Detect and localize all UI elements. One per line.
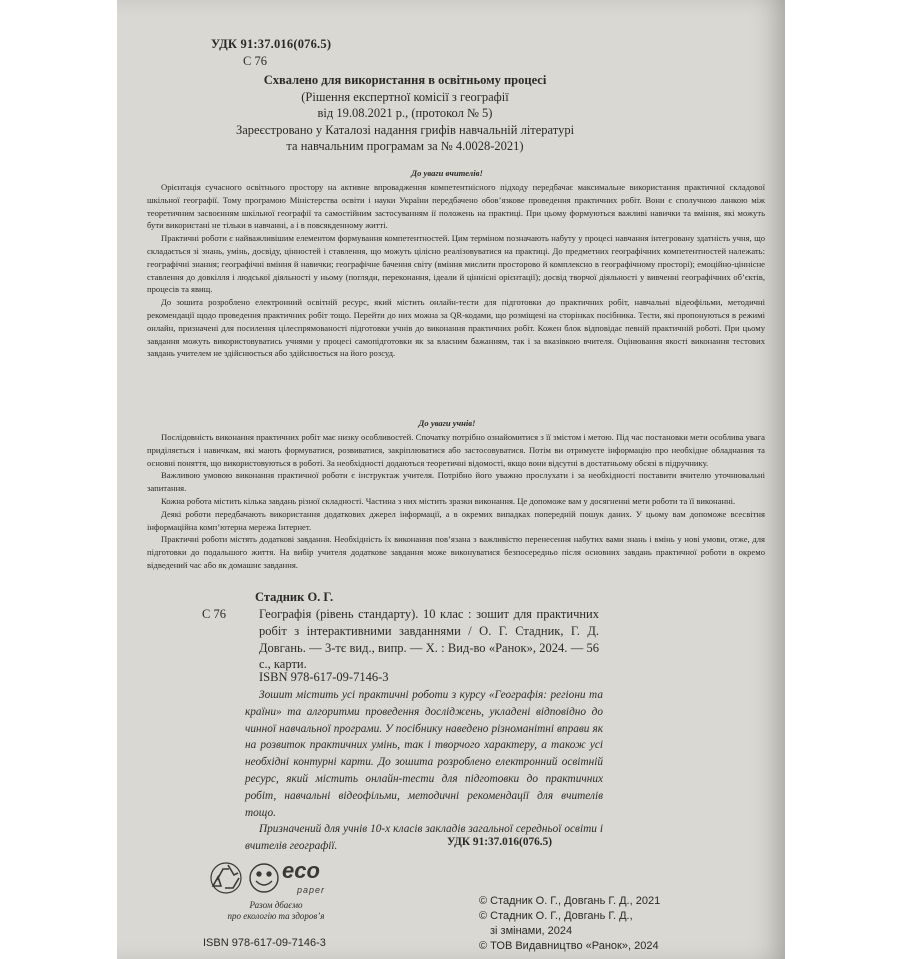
teacher-note-body — [147, 181, 765, 360]
approval-line: (Рішення експертної комісії з географії — [301, 89, 509, 104]
card-library-code: С 76 — [202, 607, 226, 621]
copyright-line: © ТОВ Видавництво «Ранок», 2024 — [479, 940, 659, 952]
eco-logo-subtext: paper — [297, 885, 326, 895]
student-note-paragraph: Кожна робота містить кілька завдань різної складності. Частина з них містить зразки виконання. Це допоможе вам у досягненні мети роботи та її виконанні. — [161, 495, 736, 506]
student-note-paragraph: Деякі роботи передбачають використання додаткових джерел інформації, а в окремих випадках попередній пошук даних. У цьому вам допоможе всесвітня інформаційна комп’ютерна мережа Інтернет. — [147, 508, 765, 532]
card-author: Стадник О. Г. — [255, 590, 334, 604]
approval-line: Зареєстровано у Каталозі надання грифів навчальній літературі — [235, 122, 575, 137]
recycle-icon — [209, 856, 349, 900]
eco-paper-logo — [209, 856, 349, 900]
book-page — [117, 0, 785, 959]
student-note-paragraph: Практичні роботи містять додаткові завдання. Необхідність їх виконання пов’язана з важливістю перенесення набутих вами знань і вмінь у нові умови, отже, для підготовки до подальшого життя. На вибір учителя додаткове завдання може виконуватися безпосередньо після основних завдань практичної роботи в окремо відведений час або як домашнє завдання. — [147, 534, 765, 570]
annotation-paragraph: Призначений для учнів 10-х класів закладів загальної середньої освіти і вчителів географії. — [245, 823, 603, 853]
library-code: С 76 — [243, 54, 267, 68]
approval-line: та навчальним програмам за № 4.0028-2021) — [286, 139, 524, 153]
eco-tagline — [211, 900, 341, 922]
udk-code: УДК 91:37.016(076.5) — [211, 37, 332, 51]
approval-line: від 19.08.2021 р., (протокол № 5) — [317, 106, 493, 120]
eco-tagline-line: Разом дбаємо — [249, 900, 303, 910]
teacher-note-paragraph: Орієнтація сучасного освітнього простору на активне впровадження компетентнісного підходу передбачає максимальне використання практичної складової шкільної географії. Тому програмою Міністерства освіти і науки України передбачено обов’язкове проведення практичних робіт. Вони є сполучною ланкою між теоретичним засвоєнням шкільної географії та самостійним застосуванням ії положень на практиці. При цьому формуються важливі навички та вміння, які можуть бути використані не тільки в навчанні, а і в повсякденному житті. — [147, 182, 765, 231]
student-note-body — [147, 431, 765, 572]
eco-logo-text: eco — [282, 858, 320, 883]
annotation-paragraph: Зошит містить усі практичні роботи з курсу «Географія: регіони та країни» та алгоритми проведення досліджень, укладені відповідно до чинної навчальної програми. У посібнику наведено різноманітні вправи як на розвиток практичних умінь, так і творчого характеру, а також усі необхідні контурні карти. До зошита розроблено електронний освітній ресурс, який містить онлайн-тести для підготовки до практичних робіт, навчальні відеофільми, методичні рекомендації для вчителів тощо. — [245, 689, 603, 819]
copyright-line: зі змінами, 2024 — [490, 925, 573, 937]
footer-isbn: ISBN 978-617-09-7146-3 — [203, 937, 326, 949]
copyright-block — [479, 894, 660, 954]
student-note-heading: До уваги учнів! — [418, 418, 476, 428]
card-udk: УДК 91:37.016(076.5) — [447, 836, 553, 848]
student-note-paragraph: Послідовність виконання практичних робіт має низку особливостей. Спочатку потрібно ознайомитися з її змістом і метою. Під час постановки мети особлива увага приділяється і навичкам, які мають формуватися, розвиватися, закріплюватися або застосовуватися. Потім ви отримуєте інформацію про необхідне обладнання та основні поняття, що використовуються в роботі. За необхідності додаються теоретичні відомості, якщо вони відсутні в достатньому обсязі в підручнику. — [147, 432, 765, 468]
teacher-note-paragraph: Практичні роботи є найважливішим елементом формування компетентностей. Цим терміном позначають набуту у процесі навчання інтегровану здатність учня, що складається зі знань, умінь, досвіду, цінностей і ставлення, що можуть цілісно реалізовуватися на практиці. До предметних географічних компетентностей належать: географічні знання; географічні вміння й навички; географічне бачення світу (вміння мислити просторово й комплексно в географічному просторі); емоційно-ціннісне ставлення до довкілля і людської діяльності у ньому (погляди, переконання, ідеали й ціннісні орієнтації); досвід творчої діяльності у вивченні географічних об’єктів, процесів та явищ. — [147, 233, 765, 295]
card-description: Географія (рівень стандарту). 10 клас : зошит для практичних робіт з інтерактивними завданнями / О. Г. Стадник, Г. Д. Довгань. — 3-тє вид., випр. — Х. : Вид-во «Ранок», 2024. — 56 с., карти. — [259, 607, 599, 672]
smile-icon — [250, 864, 278, 892]
card-annotation — [245, 687, 603, 855]
approval-title: Схвалено для використання в освітньому процесі — [263, 73, 547, 87]
copyright-line: © Стадник О. Г., Довгань Г. Д., 2021 — [479, 895, 661, 907]
teacher-note-heading: До уваги вчителів! — [411, 168, 483, 178]
teacher-note-paragraph: До зошита розроблено електронний освітній ресурс, який містить онлайн-тести для підготовки до практичних робіт, навчальні відеофільми, методичні рекомендації щодо проведення практичних робіт тощо. Перейти до них можна за QR-кодами, що розміщені на сторінках посібника. Тести, які пропонуються в режимі онлайн, призначені для посилення цілеспрямованості підготовки учнів до виконання практичних робіт. Кожен блок відповідає певній практичній роботі. При цьому завдання можуть використовуватись учнями у процесі самопідготовки як за власним бажанням, так і за вказівкою вчителя. Оцінювання якості виконання тестових завдань учителем не здійснюється або здійснюється на його розсуд. — [147, 297, 765, 359]
eco-tagline-line: про екологію та здоров’я — [227, 911, 325, 921]
student-note-paragraph: Важливою умовою виконання практичної роботи є інструктаж учителя. Потрібно його уважно прослухати і за необхідності поставити вчителю уточнювальні запитання. — [147, 470, 765, 494]
approval-block — [205, 72, 605, 155]
copyright-line: © Стадник О. Г., Довгань Г. Д., — [479, 910, 633, 922]
card-isbn: ISBN 978-617-09-7146-3 — [259, 670, 389, 684]
